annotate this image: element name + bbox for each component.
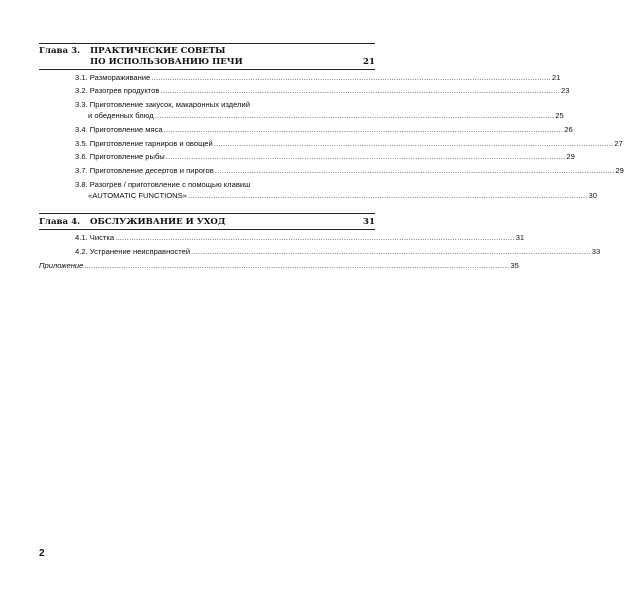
toc-entry-title: Чистка bbox=[89, 233, 115, 242]
chapter-4-label: Глава 4. bbox=[39, 217, 81, 227]
toc-entry-title: Приготовление закусок, макаронных изделий bbox=[89, 100, 250, 109]
toc-entry-3-6[interactable] bbox=[75, 152, 575, 162]
toc-entry-title: Размораживание bbox=[89, 73, 151, 82]
chapter-4-top-rule bbox=[39, 213, 375, 214]
toc-entry-4-2[interactable] bbox=[75, 247, 601, 257]
dot-leader: ............................................................................................................................................................................. bbox=[165, 152, 566, 161]
chapter-4-heading bbox=[39, 217, 375, 228]
chapter-3-top-rule bbox=[39, 43, 375, 44]
dot-leader: ............................................................................................................................................................................. bbox=[163, 125, 564, 134]
toc-entry-title: Разогрев / приготовление с помощью клавиш bbox=[89, 180, 251, 189]
chapter-4-page: 31 bbox=[363, 217, 375, 227]
toc-entry-title: Приготовление рыбы bbox=[89, 152, 165, 161]
toc-entry-number: 3.1. bbox=[75, 73, 88, 82]
toc-entry-page: 29 bbox=[615, 166, 624, 175]
toc-entry-number: 3.5. bbox=[75, 139, 88, 148]
appendix-page: 35 bbox=[510, 261, 519, 270]
chapter-3-page: 21 bbox=[363, 57, 375, 67]
chapter-4-title-line-1: ОБСЛУЖИВАНИЕ И УХОД bbox=[90, 217, 226, 227]
toc-entry-page: 25 bbox=[555, 111, 564, 120]
toc-entry-number: 4.1. bbox=[75, 233, 88, 242]
toc-entry-title-continued: и обеденных блюд bbox=[88, 111, 154, 120]
chapter-3-bottom-rule bbox=[39, 69, 375, 70]
toc-entry-number: 3.8. bbox=[75, 180, 88, 189]
toc-entry-page: 29 bbox=[566, 152, 575, 161]
toc-entry-3-7[interactable] bbox=[75, 166, 624, 176]
dot-leader: ............................................................................................................................................................................. bbox=[187, 191, 588, 200]
toc-entry-page: 21 bbox=[551, 73, 561, 82]
toc-entry-page: 23 bbox=[561, 86, 570, 95]
toc-entry-title: Устранение неисправностей bbox=[89, 247, 191, 256]
chapter-3-title bbox=[90, 46, 347, 68]
toc-entry-page: 30 bbox=[588, 191, 597, 200]
toc-entry-number: 3.2. bbox=[75, 86, 88, 95]
page-number: 2 bbox=[39, 548, 45, 559]
toc-entry-page: 27 bbox=[614, 139, 623, 148]
toc-entry-3-1[interactable] bbox=[75, 73, 561, 83]
chapter-4-title bbox=[90, 217, 347, 228]
toc-entry-title: Приготовление десертов и пирогов bbox=[89, 166, 214, 175]
dot-leader: ............................................................................................................................................................................. bbox=[191, 247, 591, 256]
dot-leader: ............................................................................................................................................................................. bbox=[160, 86, 560, 95]
toc-entry-number: 3.7. bbox=[75, 166, 88, 175]
chapter-4-bottom-rule bbox=[39, 229, 375, 230]
toc-entry-title: Приготовление гарниров и овощей bbox=[89, 139, 213, 148]
chapter-3-label: Глава 3. bbox=[39, 46, 81, 56]
toc-entry-appendix[interactable] bbox=[39, 261, 519, 271]
toc-entry-3-3[interactable] bbox=[75, 100, 564, 121]
toc-entry-title: Приготовление мяса bbox=[89, 125, 163, 134]
toc-entry-number: 3.6. bbox=[75, 152, 88, 161]
toc-entry-page: 31 bbox=[515, 233, 525, 242]
toc-entry-3-5[interactable] bbox=[75, 139, 623, 149]
chapter-3-title-line-2: ПО ИСПОЛЬЗОВАНИЮ ПЕЧИ bbox=[90, 57, 243, 67]
dot-leader: ............................................................................................................................................................................. bbox=[214, 166, 615, 175]
toc-entry-page: 33 bbox=[591, 247, 601, 256]
dot-leader: ........................................................................................................................................................................................ bbox=[84, 261, 510, 270]
toc-entry-number: 4.2. bbox=[75, 247, 88, 256]
toc-entry-number: 3.4. bbox=[75, 125, 88, 134]
chapter-3-title-line-1: ПРАКТИЧЕСКИЕ СОВЕТЫ bbox=[90, 46, 226, 56]
appendix-title: Приложение bbox=[39, 261, 84, 270]
toc-entry-number: 3.3. bbox=[75, 100, 88, 109]
dot-leader: ............................................................................................................................................................................. bbox=[154, 111, 555, 120]
toc-entry-4-1[interactable] bbox=[75, 233, 525, 243]
dot-leader: ............................................................................................................................................................................. bbox=[213, 139, 614, 148]
toc-entry-3-8[interactable] bbox=[75, 180, 597, 201]
dot-leader: ............................................................................................................................................................................. bbox=[151, 73, 551, 82]
dot-leader: ............................................................................................................................................................................. bbox=[115, 233, 515, 242]
toc-entry-title-continued: «AUTOMATIC FUNCTIONS» bbox=[88, 191, 187, 200]
chapter-3-heading bbox=[39, 46, 375, 68]
toc-entry-page: 26 bbox=[564, 125, 573, 134]
toc-entry-3-2[interactable] bbox=[75, 86, 570, 96]
toc-entry-title: Разогрев продуктов bbox=[89, 86, 160, 95]
toc-entry-3-4[interactable] bbox=[75, 125, 573, 135]
